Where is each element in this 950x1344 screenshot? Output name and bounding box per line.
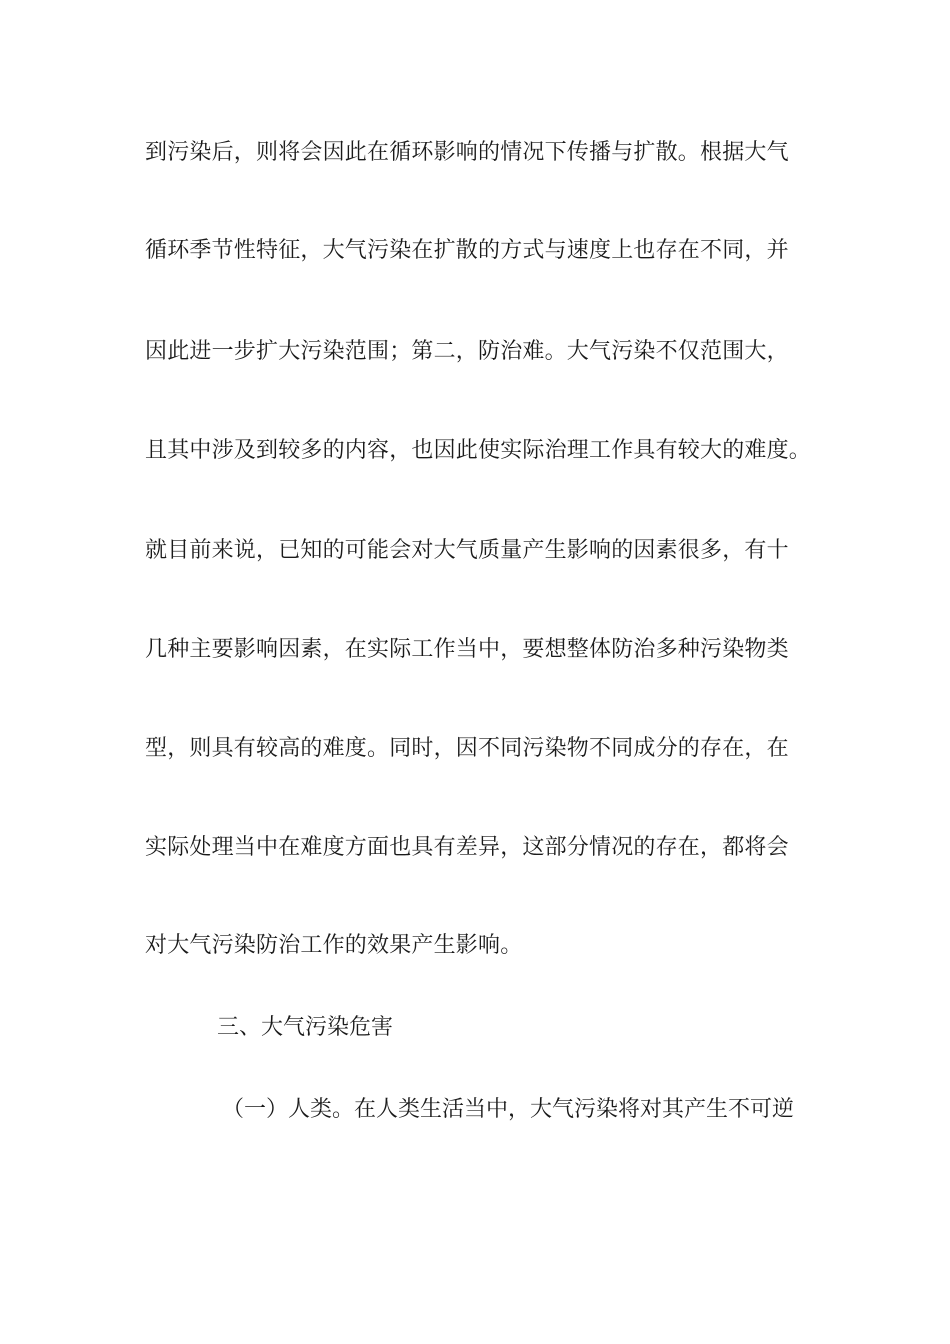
paragraph-line: 型，则具有较高的难度。同时，因不同污染物不同成分的存在，在 bbox=[145, 736, 789, 761]
paragraph-line: 且其中涉及到较多的内容，也因此使实际治理工作具有较大的难度。 bbox=[145, 438, 812, 463]
paragraph-line: 就目前来说，已知的可能会对大气质量产生影响的因素很多，有十 bbox=[145, 538, 789, 563]
paragraph-line: 实际处理当中在难度方面也具有差异，这部分情况的存在，都将会 bbox=[145, 835, 789, 860]
paragraph-line: 到污染后，则将会因此在循环影响的情况下传播与扩散。根据大气 bbox=[145, 140, 789, 165]
paragraph-line: 几种主要影响因素，在实际工作当中，要想整体防治多种污染物类 bbox=[145, 637, 789, 662]
section-heading: 三、大气污染危害 bbox=[217, 1015, 394, 1040]
paragraph-line: 因此进一步扩大污染范围；第二，防治难。大气污染不仅范围大， bbox=[145, 339, 789, 364]
paragraph-line: 循环季节性特征，大气污染在扩散的方式与速度上也存在不同，并 bbox=[145, 238, 789, 263]
subsection-line: （一）人类。在人类生活当中，大气污染将对其产生不可逆 bbox=[222, 1097, 795, 1122]
paragraph-line: 对大气污染防治工作的效果产生影响。 bbox=[145, 933, 523, 958]
